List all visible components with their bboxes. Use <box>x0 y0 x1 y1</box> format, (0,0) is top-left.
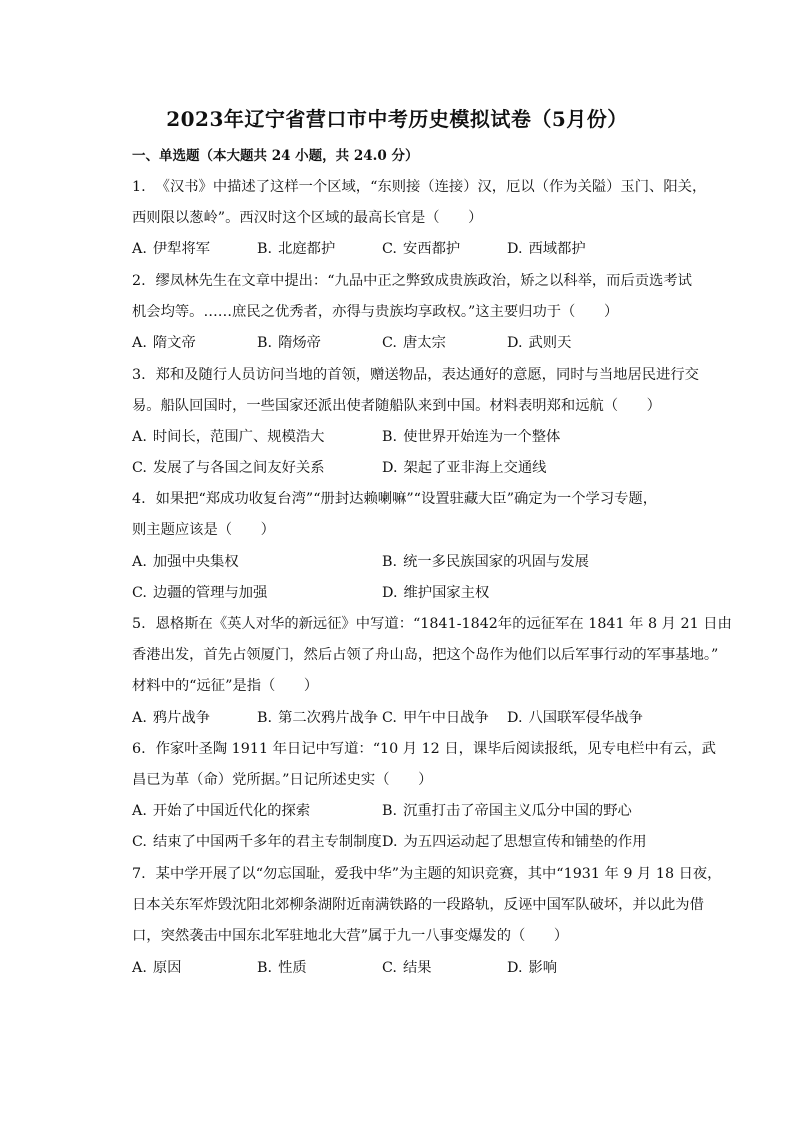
question-7-line-3: 口，突然袭击中国东北军驻地北大营”属于九一八事变爆发的（ ） <box>132 928 569 944</box>
question-5-line-1: 5. 恩格斯在《英人对华的新远征》中写道：“1841-1842年的远征军在 1841 年 8 月 21 日由 <box>132 616 732 632</box>
question-4-line-2: 则主题应该是（ ） <box>132 522 275 538</box>
option-b: B. 使世界开始连为一个整体 <box>382 429 561 445</box>
option-d: D. 影响 <box>507 960 558 976</box>
section-heading: 一、单选题（本大题共 24 小题，共 24.0 分） <box>132 148 419 164</box>
question-2-line-2: 机会均等。……庶民之优秀者，亦得与贵族均享政权。”这主要归功于（ ） <box>132 304 619 320</box>
question-7-line-2: 日本关东军炸毁沈阳北郊柳条湖附近南满铁路的一段路轨，反诬中国军队破坏，并以此为借 <box>132 897 704 913</box>
question-2-line-1: 2. 缪凤林先生在文章中提出：“九品中正之弊致成贵族政治，矫之以科举，而后贡选考试 <box>132 273 692 289</box>
option-c: C. 结果 <box>382 960 432 976</box>
option-c: C. 甲午中日战争 <box>382 710 489 726</box>
option-b: B. 性质 <box>257 960 307 976</box>
option-b: B. 沉重打击了帝国主义瓜分中国的野心 <box>382 803 632 819</box>
question-1-line-1: 1. 《汉书》中描述了这样一个区域，“东则接（连接）汉，厄以（作为关隘）玉门、阳关， <box>132 179 707 195</box>
option-a: A. 隋文帝 <box>132 335 196 351</box>
option-a: A. 伊犁将军 <box>132 241 211 257</box>
option-c: C. 结束了中国两千多年的君主专制制度 <box>132 834 382 850</box>
option-b: B. 北庭都护 <box>257 241 336 257</box>
option-b: B. 统一多民族国家的巩固与发展 <box>382 554 589 570</box>
question-number: 6. <box>132 741 146 757</box>
option-a: A. 原因 <box>132 960 182 976</box>
option-c: C. 唐太宗 <box>382 335 446 351</box>
option-a: A. 开始了中国近代化的探索 <box>132 803 311 819</box>
option-d: D. 为五四运动起了思想宣传和铺垫的作用 <box>382 834 647 850</box>
question-1-line-2: 西则限以葱岭”。西汉时这个区域的最高长官是（ ） <box>132 210 483 226</box>
option-d: D. 架起了亚非海上交通线 <box>382 460 547 476</box>
option-d: D. 武则天 <box>507 335 572 351</box>
option-a: A. 加强中央集权 <box>132 554 239 570</box>
question-5-line-2: 香港出发，首先占领厦门，然后占领了舟山岛，把这个岛作为他们以后军事行动的军事基地。” <box>132 647 719 663</box>
option-c: C. 安西都护 <box>382 241 461 257</box>
question-number: 5. <box>132 616 146 632</box>
option-d: D. 维护国家主权 <box>382 585 490 601</box>
option-b: B. 隋炀帝 <box>257 335 321 351</box>
option-a: A. 时间长，范围广、规模浩大 <box>132 429 325 445</box>
question-number: 4. <box>132 491 146 507</box>
option-c: C. 发展了与各国之间友好关系 <box>132 460 325 476</box>
question-7-line-1: 7. 某中学开展了以“勿忘国耻，爱我中华”为主题的知识竞赛，其中“1931 年 9 月 18 日夜， <box>132 866 722 882</box>
question-6-line-1: 6. 作家叶圣陶 1911 年日记中写道：“10 月 12 日，课毕后阅读报纸，见专电栏中有云，武 <box>132 741 716 757</box>
option-c: C. 边疆的管理与加强 <box>132 585 268 601</box>
question-number: 1. <box>132 179 146 195</box>
question-5-line-3: 材料中的“远征”是指（ ） <box>132 678 319 694</box>
question-number: 7. <box>132 866 146 882</box>
question-3-line-2: 易。船队回国时，一些国家还派出使者随船队来到中国。材料表明郑和远航（ ） <box>132 398 661 414</box>
question-4-line-1: 4. 如果把“郑成功收复台湾”“册封达赖喇嘛”“设置驻藏大臣”确定为一个学习专题， <box>132 491 658 507</box>
option-b: B. 第二次鸦片战争 <box>257 710 379 726</box>
option-d: D. 西域都护 <box>507 241 586 257</box>
question-3-line-1: 3. 郑和及随行人员访问当地的首领，赠送物品，表达通好的意愿，同时与当地居民进行交 <box>132 367 699 383</box>
question-6-line-2: 昌已为革（命）党所据。”日记所述史实（ ） <box>132 772 433 788</box>
page-title: 2023年辽宁省营口市中考历史模拟试卷（5月份） <box>166 107 628 131</box>
question-number: 2. <box>132 273 146 289</box>
option-d: D. 八国联军侵华战争 <box>507 710 643 726</box>
question-number: 3. <box>132 367 146 383</box>
option-a: A. 鸦片战争 <box>132 710 211 726</box>
